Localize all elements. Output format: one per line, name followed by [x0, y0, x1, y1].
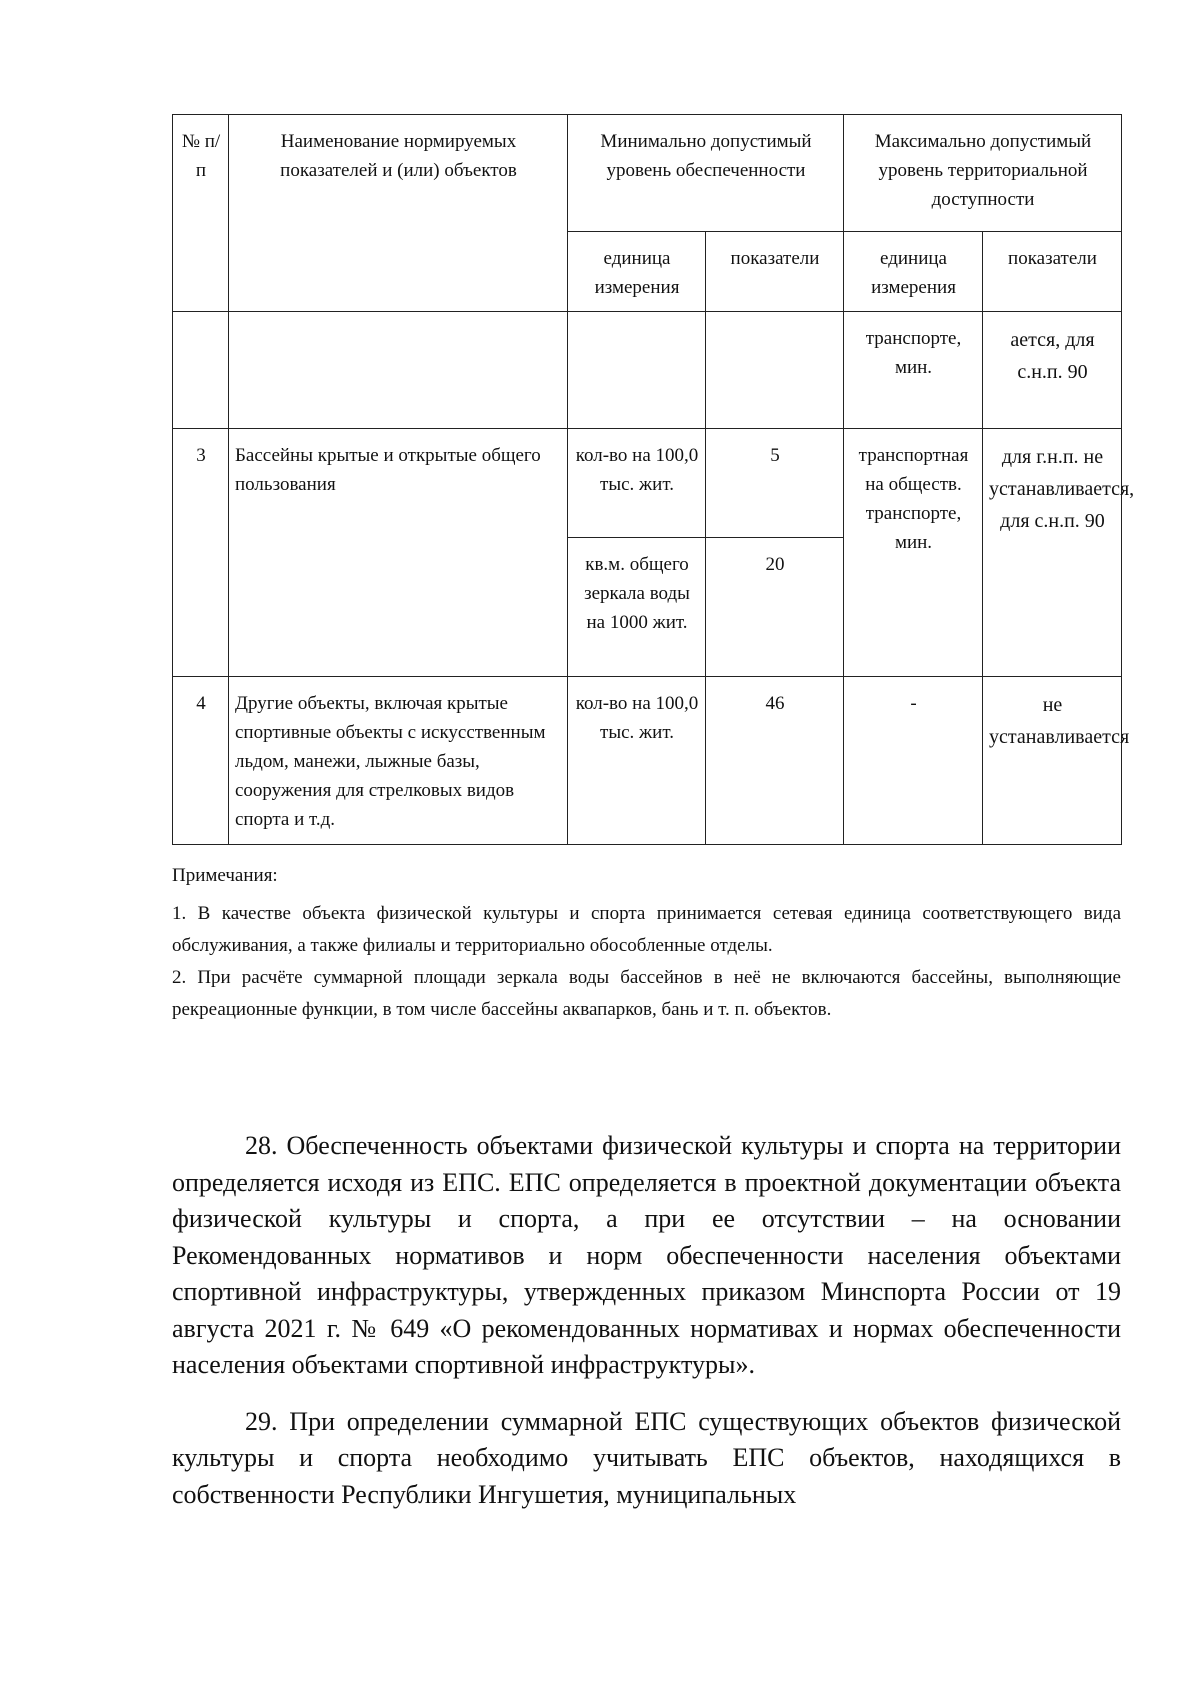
cell-unit: кол-во на 100,0 тыс. жит. — [568, 429, 706, 538]
header-unit-2: единица измерения — [844, 232, 983, 312]
header-unit-1: единица измерения — [568, 232, 706, 312]
header-min-level: Минимально допустимый уровень обеспеченности — [568, 115, 844, 232]
table-row — [173, 677, 1122, 845]
cell-name: Бассейны крытые и открытые общего пользования — [229, 429, 568, 677]
paragraph-28: 28. Обеспеченность объектами физической культуры и спорта на территории определяется исходя из ЕПС. ЕПС определяется в проектной документации объекта физической культуры и спорта, а при ее отсутствии – на основании Рекомендованных нормативов и норм обеспеченности населения объектами спортивной инфраструктуры, утвержденных приказом Минспорта России от 19 августа 2021 г. № 649 «О рекомендованных нормативах и нормах обеспеченности населения объектами спортивной инфраструктуры». — [172, 1131, 1121, 1379]
cell-indicator: 5 — [706, 429, 844, 538]
cell-name: Другие объекты, включая крытые спортивные объекты с искусственным льдом, манежи, лыжные базы, сооружения для стрелковых видов спорта и т.д. — [229, 677, 568, 845]
cell-access-unit: транспорте, мин. — [844, 312, 983, 429]
cell-unit: кв.м. общего зеркала воды на 1000 жит. — [568, 538, 706, 677]
table-row — [173, 312, 1122, 429]
cell-empty — [568, 312, 706, 429]
header-indicator-2: показатели — [983, 232, 1122, 312]
cell-access-indicator: не устанавливается — [983, 677, 1122, 845]
cell-indicator: 46 — [706, 677, 844, 845]
cell-unit: кол-во на 100,0 тыс. жит. — [568, 677, 706, 845]
paragraph-29: 29. При определении суммарной ЕПС существующих объектов физической культуры и спорта необходимо учитывать ЕПС объектов, находящихся в собственности Республики Ингушетия, муниципальных — [172, 1406, 1121, 1509]
table-header-row — [173, 115, 1122, 232]
cell-access-unit: транспортная на обществ. транспорте, мин. — [844, 429, 983, 677]
header-name: Наименование нормируемых показателей и (или) объектов — [229, 115, 568, 312]
body-text — [172, 1128, 1121, 1513]
notes-title: Примечания: — [172, 865, 278, 886]
cell-access-unit: - — [844, 677, 983, 845]
notes-section — [172, 860, 1121, 1026]
cell-empty — [173, 312, 229, 429]
header-indicator-1: показатели — [706, 232, 844, 312]
table-row — [173, 429, 1122, 538]
cell-empty — [229, 312, 568, 429]
cell-access-indicator: для г.н.п. не устанавливается, для с.н.п. 90 — [983, 429, 1122, 677]
cell-num: 4 — [173, 677, 229, 845]
header-max-access: Максимально допустимый уровень территориальной доступности — [844, 115, 1122, 232]
cell-access-indicator: ается, для с.н.п. 90 — [983, 312, 1122, 429]
cell-indicator: 20 — [706, 538, 844, 677]
header-num: № п/п — [173, 115, 229, 312]
cell-num: 3 — [173, 429, 229, 677]
cell-empty — [706, 312, 844, 429]
note-item: 1. В качестве объекта физической культуры и спорта принимается сетевая единица соответствующего вида обслуживания, а также филиалы и территориально обособленные отделы. — [172, 903, 1121, 956]
norms-table — [172, 114, 1135, 845]
note-item: 2. При расчёте суммарной площади зеркала воды бассейнов в неё не включаются бассейны, выполняющие рекреационные функции, в том числе бассейны аквапарков, бань и т. п. объектов. — [172, 967, 1121, 1020]
